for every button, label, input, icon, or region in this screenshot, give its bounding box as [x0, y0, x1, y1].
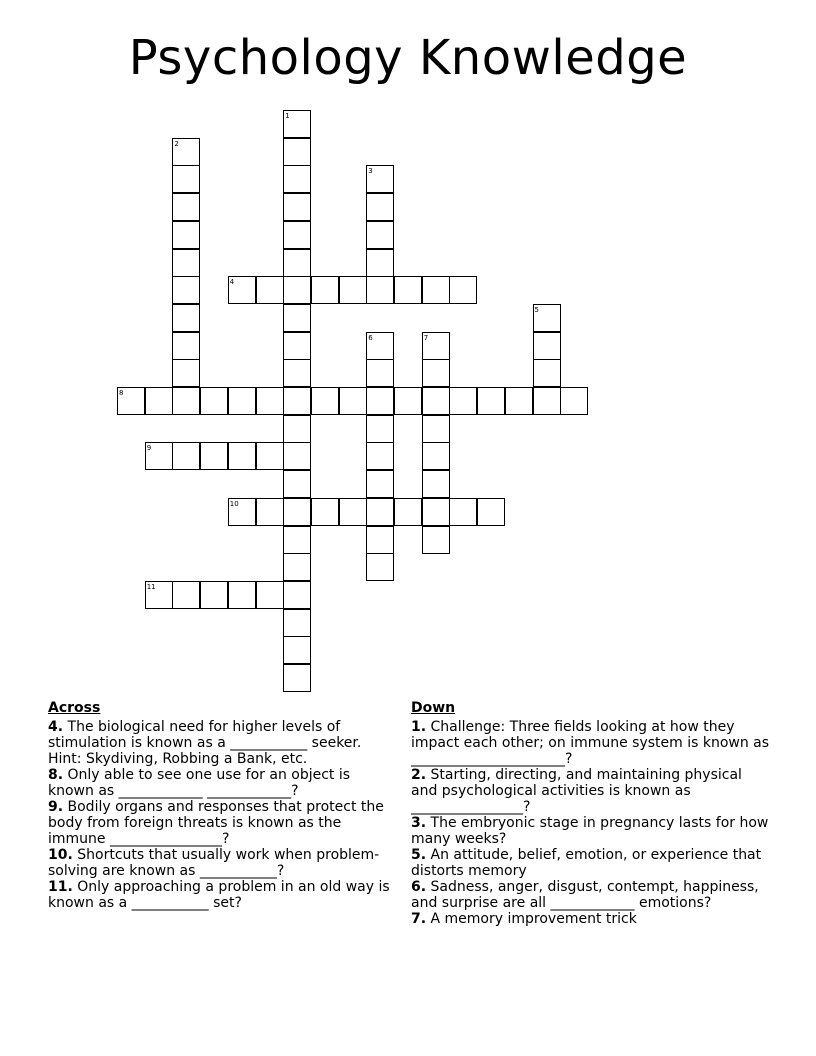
- grid-cell[interactable]: [228, 581, 256, 609]
- grid-cell[interactable]: [145, 387, 173, 415]
- across-clue-list: [48, 719, 393, 911]
- grid-cell[interactable]: [311, 387, 339, 415]
- grid-cell[interactable]: [283, 498, 311, 526]
- across-clue: [48, 879, 393, 911]
- grid-cell[interactable]: [533, 387, 561, 415]
- grid-cell[interactable]: [366, 193, 394, 221]
- grid-cell[interactable]: [560, 387, 588, 415]
- clue-number: 3.: [411, 815, 427, 831]
- grid-cell[interactable]: [283, 387, 311, 415]
- grid-cell[interactable]: [256, 387, 284, 415]
- down-clue-list: [411, 719, 771, 927]
- clue-text: Bodily organs and responses that protect the body from foreign threats is known as the immune ________________?: [48, 799, 384, 847]
- grid-cell[interactable]: [172, 193, 200, 221]
- grid-cell-number: 3: [368, 167, 373, 176]
- grid-cell[interactable]: [477, 387, 505, 415]
- down-clues: [411, 700, 771, 927]
- grid-cell[interactable]: [256, 276, 284, 304]
- clue-text: An attitude, belief, emotion, or experience that distorts memory: [411, 847, 762, 879]
- grid-cell[interactable]: [366, 526, 394, 554]
- clue-number: 11.: [48, 879, 73, 895]
- grid-cell[interactable]: [366, 553, 394, 581]
- grid-cell[interactable]: [394, 498, 422, 526]
- grid-cell[interactable]: [366, 221, 394, 249]
- down-heading: Down: [411, 700, 456, 716]
- across-clues: [48, 700, 393, 911]
- clue-number: 4.: [48, 719, 64, 735]
- clue-number: 7.: [411, 911, 427, 927]
- grid-cell[interactable]: [366, 276, 394, 304]
- grid-cell[interactable]: [283, 138, 311, 166]
- grid-cell[interactable]: [366, 359, 394, 387]
- grid-cell[interactable]: [256, 581, 284, 609]
- clue-number: 9.: [48, 799, 64, 815]
- grid-cell-number: 5: [534, 305, 539, 314]
- clue-text: A memory improvement trick: [430, 911, 637, 927]
- clue-text: Starting, directing, and maintaining physical and psychological activities is known as ________________?: [411, 767, 742, 815]
- clue-text: Sadness, anger, disgust, contempt, happiness, and surprise are all ____________ emotions?: [411, 879, 759, 911]
- grid-cell[interactable]: [394, 276, 422, 304]
- clue-number: 6.: [411, 879, 427, 895]
- grid-cell[interactable]: [172, 442, 200, 470]
- grid-cell[interactable]: [422, 359, 450, 387]
- grid-cell[interactable]: [256, 442, 284, 470]
- grid-cell[interactable]: [422, 387, 450, 415]
- grid-cell[interactable]: [422, 415, 450, 443]
- grid-cell[interactable]: [283, 553, 311, 581]
- grid-cell[interactable]: [505, 387, 533, 415]
- grid-cell[interactable]: [422, 498, 450, 526]
- grid-cell[interactable]: [366, 415, 394, 443]
- grid-cell[interactable]: [366, 498, 394, 526]
- grid-cell[interactable]: [172, 165, 200, 193]
- grid-cell-number: 4: [229, 278, 235, 287]
- clue-text: Only able to see one use for an object is known as ____________ ____________?: [48, 767, 351, 799]
- grid-cell[interactable]: [172, 249, 200, 277]
- grid-cell[interactable]: [283, 193, 311, 221]
- grid-cell[interactable]: [283, 636, 311, 664]
- down-clue: [411, 879, 771, 911]
- grid-cell[interactable]: [311, 276, 339, 304]
- across-heading: Across: [48, 700, 101, 716]
- grid-cell[interactable]: [283, 526, 311, 554]
- grid-cell[interactable]: [172, 276, 200, 304]
- clue-number: 5.: [411, 847, 427, 863]
- across-clue: [48, 719, 393, 767]
- grid-cell[interactable]: [422, 276, 450, 304]
- grid-cell[interactable]: [283, 442, 311, 470]
- grid-cell[interactable]: [477, 498, 505, 526]
- grid-cell[interactable]: [172, 221, 200, 249]
- grid-cell-number: 7: [423, 333, 429, 342]
- clue-text: Challenge: Three fields looking at how they impact each other; on immune system is known as ______________________?: [411, 719, 770, 767]
- clue-text: Only approaching a problem in an old way is known as a ___________ set?: [48, 879, 390, 911]
- grid-cell[interactable]: [228, 387, 256, 415]
- grid-cell-number: 11: [146, 582, 156, 591]
- grid-cell[interactable]: [283, 249, 311, 277]
- down-clue: [411, 847, 771, 879]
- clue-number: 2.: [411, 767, 427, 783]
- grid-cell[interactable]: [339, 276, 367, 304]
- grid-cell[interactable]: [283, 415, 311, 443]
- grid-cell[interactable]: [283, 359, 311, 387]
- clue-text: Shortcuts that usually work when problem-solving are known as ___________?: [48, 847, 380, 879]
- grid-cell[interactable]: [366, 470, 394, 498]
- grid-cell-number: 6: [368, 333, 373, 342]
- grid-cell[interactable]: [533, 359, 561, 387]
- grid-cell[interactable]: [172, 359, 200, 387]
- grid-cell[interactable]: [449, 498, 477, 526]
- grid-cell[interactable]: [311, 498, 339, 526]
- grid-cell[interactable]: [339, 387, 367, 415]
- grid-cell-number: 8: [119, 389, 124, 397]
- grid-cell[interactable]: [366, 442, 394, 470]
- grid-cell[interactable]: [283, 276, 311, 304]
- down-clue: [411, 911, 771, 927]
- grid-cell[interactable]: [172, 332, 200, 360]
- grid-cell[interactable]: [283, 165, 311, 193]
- grid-cell[interactable]: [172, 304, 200, 332]
- clue-text: The embryonic stage in pregnancy lasts for how many weeks?: [411, 815, 769, 847]
- grid-cell[interactable]: [283, 581, 311, 609]
- down-clue: [411, 815, 771, 847]
- grid-cell[interactable]: [283, 304, 311, 332]
- grid-cell[interactable]: [394, 387, 422, 415]
- grid-cell[interactable]: [172, 581, 200, 609]
- grid-cell[interactable]: [422, 526, 450, 554]
- grid-cell[interactable]: [449, 276, 477, 304]
- grid-cell[interactable]: [256, 498, 284, 526]
- grid-cell[interactable]: [339, 498, 367, 526]
- grid-cell[interactable]: [228, 442, 256, 470]
- grid-cell[interactable]: [422, 470, 450, 498]
- clue-number: 8.: [48, 767, 64, 783]
- grid-cell[interactable]: [422, 442, 450, 470]
- grid-cell-number: 9: [146, 444, 152, 453]
- clue-number: 1.: [411, 719, 427, 735]
- grid-cell[interactable]: [449, 387, 477, 415]
- grid-cell[interactable]: [283, 609, 311, 637]
- grid-cell[interactable]: [533, 332, 561, 360]
- page-title: Psychology Knowledge: [128, 30, 688, 86]
- grid-cell-number: 10: [229, 499, 239, 508]
- down-clue: [411, 719, 771, 767]
- grid-cell[interactable]: [172, 387, 200, 415]
- grid-cell[interactable]: [283, 470, 311, 498]
- grid-cell[interactable]: [366, 387, 394, 415]
- across-clue: [48, 847, 393, 879]
- clue-number: 10.: [48, 847, 73, 863]
- grid-cell-number: 1: [285, 112, 290, 120]
- grid-cell-number: 2: [174, 139, 179, 148]
- grid-cell[interactable]: [283, 332, 311, 360]
- clue-text: The biological need for higher levels of stimulation is known as a ___________ seeker. Hint: Skydiving, Robbing a Bank, etc.: [48, 719, 362, 767]
- down-clue: [411, 767, 771, 815]
- across-clue: [48, 767, 393, 799]
- grid-cell[interactable]: [200, 387, 228, 415]
- grid-cell[interactable]: [366, 249, 394, 277]
- grid-cell[interactable]: [200, 442, 228, 470]
- grid-cell[interactable]: [283, 221, 311, 249]
- across-clue: [48, 799, 393, 847]
- grid-cell[interactable]: [200, 581, 228, 609]
- grid-cell[interactable]: [283, 664, 311, 692]
